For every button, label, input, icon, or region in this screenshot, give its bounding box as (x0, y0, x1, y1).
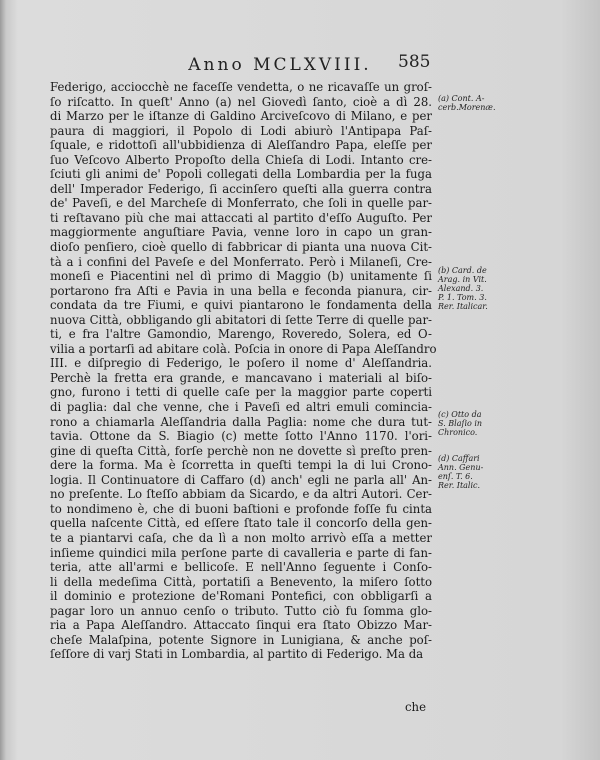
marginal-note-line: Arag. in Vit. (438, 275, 487, 284)
text-line: Federigo, acciocchè ne faceſſe vendetta, o ne ricavaſſe un groſ- (50, 80, 432, 94)
text-line: di paglia: dal che venne, che i Paveſi ed altri emuli comincia- (50, 400, 432, 415)
marginal-note-line: enſ. T. 6. (438, 472, 473, 481)
marginal-note-line: Alexand. 3. (438, 284, 484, 293)
text-line: condata da tre Fiumi, e quivi piantarono le fondamenta della (50, 298, 432, 313)
marginal-note-line: (b) Card. de (438, 266, 487, 275)
text-line: gno, furono i tetti di quelle caſe per la maggior parte coperti (50, 385, 432, 400)
marginal-note-line: S. Blaſio in (438, 419, 483, 428)
text-line: ſuo Veſcovo Alberto Propoſto della Chieſa di Lodi. Intanto cre- (50, 152, 432, 167)
marginal-note-line: cerb.Morenæ. (438, 103, 496, 112)
marginal-note-line: Rer. Italicar. (438, 302, 488, 311)
marginal-note (438, 266, 496, 311)
marginal-note-line: Ann. Genu- (438, 463, 484, 472)
marginal-note-line: (d) Caffari (438, 454, 480, 463)
text-line: te a piantarvi caſa, che da lì a non molto arrivò eſſa a metter (50, 530, 432, 545)
text-line: ria a Papa Aleſſandro. Attaccato ſinqui era ſtato Obizzo Mar- (50, 618, 432, 633)
marginal-note-line: Rer. Italic. (438, 481, 481, 490)
text-line: dioſo penſiero, cioè quello di fabbricar di pianta una nuova Cit- (50, 240, 432, 255)
text-line: Perchè la fretta era grande, e mancavano i materiali al biſo- (50, 370, 432, 385)
text-line: ſciuti gli animi de' Popoli collegati della Lombardia per la fuga (50, 167, 432, 182)
text-line: no preſente. Lo ſteſſo abbiam da Sicardo, e da altri Autori. Cer- (50, 487, 432, 502)
text-line: tà a i confini del Paveſe e del Monferrato. Però i Milaneſi, Cre- (50, 254, 432, 269)
text-line: III. e diſpregio di Federigo, le poſero il nome d' Aleſſandria. (50, 356, 432, 371)
text-line: ſquale, e ridottoſi all'ubbidienza di Aleſſandro Papa, eleſſe per (50, 138, 432, 153)
text-line: teria, atte all'armi e bellicoſe. E nell'Anno ſeguente i Conſo- (50, 560, 432, 575)
text-line: dere la forma. Ma è ſcorretta in queſti tempi la di lui Crono- (50, 458, 432, 473)
text-line: ſo riſcatto. In queſt' Anno (a) nel Giovedì ſanto, cioè a dì 28. (50, 94, 432, 109)
marginal-note (438, 94, 496, 112)
text-line: il dominio e protezione de'Romani Pontefici, con obbligarſi a (50, 589, 432, 604)
text-line: li della medeſima Città, portatiſi a Benevento, la miſero ſotto (50, 574, 432, 589)
text-line: ti reſtavano più che mai attaccati al partito d'eſſo Auguſto. Per (50, 210, 432, 225)
text-line: ſeſſore di varj Stati in Lombardia, al partito di Federigo. Ma da (50, 647, 424, 662)
text-line: inſieme quindici mila perſone parte di cavalleria e parte di fan- (50, 545, 432, 560)
text-line: paura di maggiori, il Popolo di Lodi abiurò l'Antipapa Paſ- (50, 123, 432, 138)
text-line: dell' Imperador Federigo, ſi accinſero queſti alla guerra contra (50, 181, 432, 196)
text-line: to nondimeno è, che di buoni baſtioni e profonde foſſe fu cinta (50, 501, 432, 516)
text-line: moneſi e Piacentini nel dì primo di Maggio (b) unitamente ſi (50, 269, 432, 284)
running-header: Anno MCLXVIII. (188, 55, 372, 75)
text-line: logia. Il Continuatore di Caffaro (d) anch' egli ne parla all' An- (50, 472, 432, 487)
page-number: 585 (398, 52, 431, 72)
marginal-note-line: Chronico. (438, 428, 478, 437)
text-line: di Marzo per le iſtanze di Galdino Arciveſcovo di Milano, e per (50, 109, 432, 124)
text-line: cheſe Malaſpina, potente Signore in Lunigiana, & anche poſ- (50, 632, 432, 647)
text-line: portarono fra Aſti e Pavia in una bella e feconda pianura, cir- (50, 283, 432, 298)
text-line: rono a chiamarla Aleſſandria dalla Paglia: nome che dura tut- (50, 414, 432, 429)
body-text (50, 80, 437, 662)
marginal-note (438, 454, 496, 490)
text-line: vilia a portarſi ad abitare colà. Poſcia in onore di Papa Aleſſandro (50, 341, 437, 356)
marginal-note-line: (a) Cont. A- (438, 94, 485, 103)
marginal-note-line: (c) Otto da (438, 410, 482, 419)
text-line: quella naſcente Città, ed eſſere ſtato tale il concorſo della gen- (50, 516, 432, 531)
text-line: ti, e fra l'altre Gamondio, Marengo, Roveredo, Solera, ed O- (50, 327, 432, 342)
text-line: maggiormente anguſtiare Pavia, venne loro in capo un gran- (50, 225, 432, 240)
text-line: nuova Città, obbligando gli abitatori di ſette Terre di quelle par- (50, 312, 432, 327)
marginal-note (438, 410, 496, 437)
text-line: tavia. Ottone da S. Biagio (c) mette ſotto l'Anno 1170. l'ori- (50, 429, 432, 444)
text-line: gine di queſta Città, forſe perchè non ne dovette sì preſto pren- (50, 443, 432, 458)
catchword: che (405, 700, 426, 714)
text-line: pagar loro un annuo cenſo o tributo. Tutto ciò fu ſomma glo- (50, 603, 432, 618)
marginal-note-line: P. 1. Tom. 3. (438, 293, 487, 302)
text-line: de' Paveſi, e del Marcheſe di Monferrato, che ſoli in quelle par- (50, 196, 432, 211)
